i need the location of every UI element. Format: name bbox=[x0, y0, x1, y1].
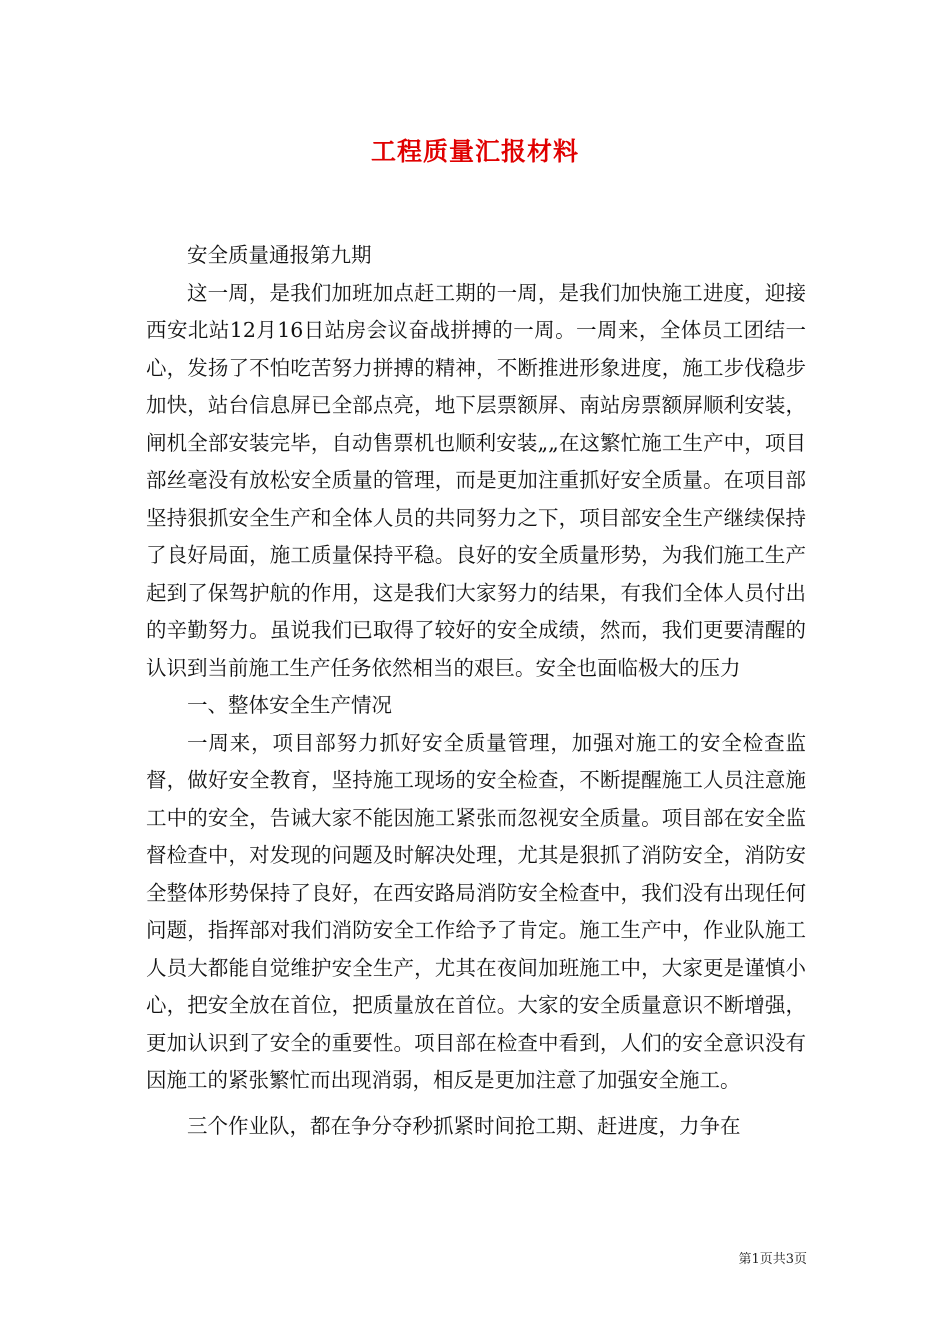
page-number-footer: 第1页共3页 bbox=[738, 1252, 807, 1267]
section-heading-overall-safety: 一、整体安全生产情况 bbox=[187, 693, 392, 717]
paragraph-weekly-summary: 这一周，是我们加班加点赶工期的一周，是我们加快施工进度，迎接西安北站12月16日站房会议奋战拼搏的一周。一周来，全体员工团结一心，发扬了不怕吃苦努力拼搏的精神，不断推进形象进度，施工步伐稳步加快，站台信息屏已全部点亮，地下层票额屏、南站房票额屏顺利安装，闸机全部安装完毕，自动售票机也顺利安装„„在这繁忙施工生产中，项目部丝毫没有放松安全质量的管理，而是更加注重抓好安全质量。在项目部坚持狠抓安全生产和全体人员的共同努力之下，项目部安全生产继续保持了良好局面，施工质量保持平稳。良好的安全质量形势，为我们施工生产起到了保驾护航的作用，这是我们大家努力的结果，有我们全体人员付出的辛勤努力。虽说我们已取得了较好的安全成绩，然而，我们更要清醒的认识到当前施工生产任务依然相当的艰巨。安全也面临极大的压力 bbox=[146, 280, 806, 680]
paragraph-work-teams: 三个作业队，都在争分夺秒抓紧时间抢工期、赶进度，力争在 bbox=[187, 1113, 741, 1138]
page-title: 工程质量汇报材料 bbox=[370, 137, 579, 166]
document-body bbox=[146, 237, 806, 1145]
paragraph-safety-management: 一周来，项目部努力抓好安全质量管理，加强对施工的安全检查监督，做好安全教育，坚持施工现场的安全检查，不断提醒施工人员注意施工中的安全，告诫大家不能因施工紧张而忽视安全质量。项目部在安全监督检查中，对发现的问题及时解决处理，尤其是狠抓了消防安全，消防安全整体形势保持了良好，在西安路局消防安全检查中，我们没有出现任何问题，指挥部对我们消防安全工作给予了肯定。施工生产中，作业队施工人员大都能自觉维护安全生产，尤其在夜间加班施工中，大家更是谨慎小心，把安全放在首位，把质量放在首位。大家的安全质量意识不断增强，更加认识到了安全的重要性。项目部在检查中看到，人们的安全意识没有因施工的紧张繁忙而出现消弱，相反是更加注意了加强安全施工。 bbox=[146, 730, 806, 1092]
paragraph-issue-heading: 安全质量通报第九期 bbox=[187, 243, 372, 267]
